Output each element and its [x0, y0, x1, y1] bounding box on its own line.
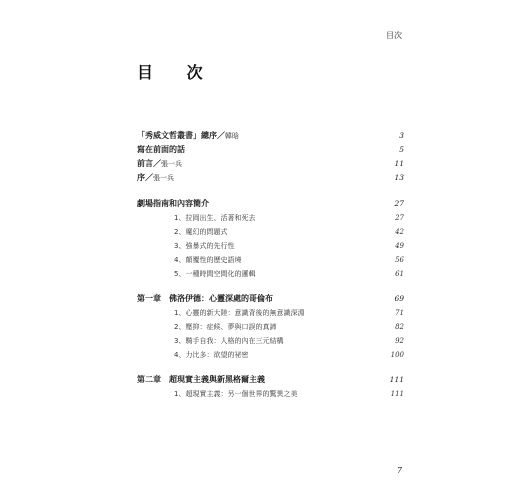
toc-page-number: 61	[395, 270, 404, 278]
toc-subentry	[137, 253, 404, 267]
toc-entry-author: 韓晗	[225, 132, 239, 140]
running-head: 目次	[386, 31, 402, 40]
toc-subentry	[137, 239, 404, 253]
toc-page-number: 111	[390, 390, 404, 398]
toc-entry-title: 序／	[137, 173, 153, 182]
toc-page-number: 13	[394, 173, 404, 182]
toc-section-intro	[137, 197, 404, 211]
toc-page-number: 56	[395, 256, 404, 264]
toc-section-title: 劇場指南和內容簡介	[137, 199, 209, 208]
toc-chapter-2	[137, 373, 404, 387]
toc-page-number: 3	[399, 131, 404, 140]
toc-entry-title: 寫在前面的話	[137, 145, 185, 154]
toc-chapter-title: 第一章 佛洛伊德：心靈深處的哥倫布	[137, 294, 273, 303]
toc-subentry	[137, 267, 404, 281]
toc-subentry-title: 3、強暴式的先行性	[174, 242, 235, 250]
toc-page-number: 111	[389, 375, 404, 384]
toc-subentry	[137, 387, 404, 401]
toc-page-number: 82	[395, 323, 404, 331]
toc-entry-foreword	[137, 143, 404, 157]
toc-subentry	[137, 320, 404, 334]
toc-subentry	[137, 348, 404, 362]
toc-page-number: 49	[395, 242, 404, 250]
toc-entry-introduction	[137, 171, 404, 185]
toc-subentry-title: 1、超現實主義：另一個世界的驚異之美	[174, 390, 298, 398]
toc-entry-title: 前言／	[137, 159, 161, 168]
toc-entry-title: 「秀威文哲叢書」總序／	[137, 131, 225, 140]
toc-page-number: 27	[395, 214, 404, 222]
toc-chapter-1	[137, 292, 404, 306]
toc-page-number: 27	[394, 199, 404, 208]
toc-entry-preface	[137, 157, 404, 171]
toc-subentry-title: 3、騎手自我：人格的內在三元結構	[174, 337, 284, 345]
toc-subentry-title: 1、心靈的新大陸：意識背後的無意識深淵	[174, 309, 305, 317]
toc-entry-series-preface	[137, 129, 404, 143]
toc-page-number: 100	[390, 351, 404, 359]
table-of-contents	[137, 129, 404, 401]
page-number: 7	[396, 466, 402, 475]
toc-subentry	[137, 211, 404, 225]
toc-page-number: 11	[394, 159, 404, 168]
toc-subentry-title: 2、魔幻的問題式	[174, 228, 228, 236]
toc-page-number: 5	[399, 145, 404, 154]
toc-entry-author: 張一兵	[161, 160, 182, 168]
toc-entry-author: 張一兵	[153, 174, 174, 182]
toc-chapter-title: 第二章 超現實主義與新黑格爾主義	[137, 375, 265, 384]
toc-subentry-title: 4、顛覆性的歷史語境	[174, 256, 242, 264]
toc-subentry	[137, 225, 404, 239]
toc-page-number: 92	[395, 337, 404, 345]
toc-subentry-title: 5、一種時間空間化的邏輯	[174, 270, 256, 278]
toc-subentry-title: 2、壓抑：症候、夢與口誤的真諦	[174, 323, 277, 331]
toc-page-number: 69	[394, 294, 404, 303]
toc-page-number: 71	[395, 309, 404, 317]
toc-subentry	[137, 334, 404, 348]
toc-subentry	[137, 306, 404, 320]
toc-subentry-title: 4、力比多：欲望的祕密	[174, 351, 249, 359]
toc-page-number: 42	[395, 228, 404, 236]
page-title: 目 次	[137, 63, 217, 82]
toc-subentry-title: 1、拉岡出生、活著和死去	[174, 214, 256, 222]
